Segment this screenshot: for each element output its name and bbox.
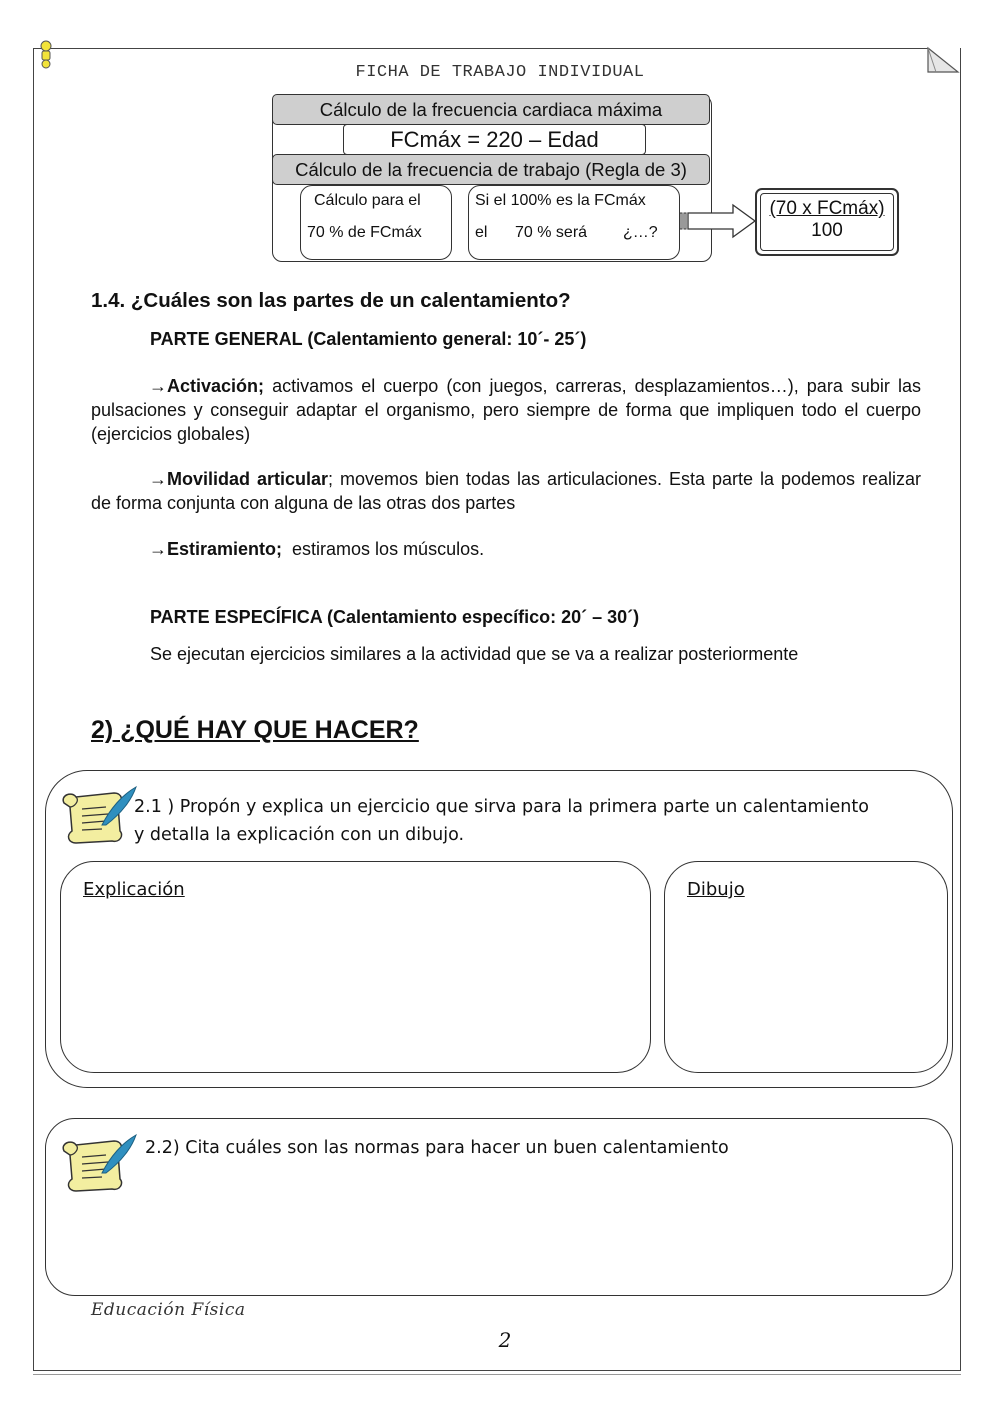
explanation-label: Explicación xyxy=(83,879,185,900)
max-heart-rate-formula: FCmáx = 220 – Edad xyxy=(343,124,646,155)
page-number: 2 xyxy=(498,1328,512,1352)
stretching-arrow: → xyxy=(149,539,167,559)
rule-of-three-cell xyxy=(468,185,680,260)
activation-label: Activación; xyxy=(167,376,265,396)
general-part-title: PARTE GENERAL (Calentamiento general: 10´- 25´) xyxy=(150,329,587,349)
mobility-paragraph xyxy=(91,467,921,515)
work-rate-heading: Cálculo de la frecuencia de trabajo (Regla de 3) xyxy=(272,154,710,185)
calculation-line1: Cálculo para el xyxy=(314,192,421,209)
activation-paragraph xyxy=(91,374,921,446)
stretching-text: estiramos los músculos. xyxy=(282,539,485,559)
section-1-4-title: 1.4. ¿Cuáles son las partes de un calentamiento? xyxy=(91,289,571,312)
activity-2-1-line1: 2.1 ) Propón y explica un ejercicio que sirva para la primera parte un calentamiento xyxy=(134,797,869,817)
worksheet-header: FICHA DE TRABAJO INDIVIDUAL xyxy=(355,63,645,82)
specific-part-text: Se ejecutan ejercicios similares a la actividad que se va a realizar posteriormente xyxy=(150,644,799,664)
result-numerator: (70 x FCmáx) xyxy=(769,198,885,219)
page-bottom-shadow-line xyxy=(33,1374,961,1375)
result-fraction-box xyxy=(755,188,899,256)
activation-arrow: → xyxy=(149,376,167,396)
arrow-right-icon xyxy=(679,203,757,239)
rule-line2-a: el xyxy=(475,224,488,241)
activation-text: activamos el cuerpo (con juegos, carreras, desplazamientos…), para subir las pulsaciones y conseguir adaptar el organismo, pero siempre de forma que impliquen todo el cuerpo (ejercicios globales) xyxy=(91,376,921,444)
mobility-label: Movilidad articular xyxy=(167,469,329,489)
scroll-quill-icon xyxy=(58,1133,138,1193)
result-denominator: 100 xyxy=(811,220,843,241)
mobility-text: ; movemos bien todas las articulaciones. Esta parte la podemos realizar de forma conjunta con alguna de las otras dos partes xyxy=(91,469,921,513)
max-heart-rate-heading: Cálculo de la frecuencia cardiaca máxima xyxy=(272,94,710,125)
rule-line1: Si el 100% es la FCmáx xyxy=(475,192,646,209)
mobility-arrow: → xyxy=(149,469,167,489)
rule-line2-b: 70 % será xyxy=(515,224,588,241)
stretching-paragraph xyxy=(91,537,921,561)
drawing-label: Dibujo xyxy=(687,879,745,900)
calculation-line2: 70 % de FCmáx xyxy=(307,224,422,241)
section-2-title: 2) ¿QUÉ HAY QUE HACER? xyxy=(91,716,419,744)
stretching-label: Estiramiento; xyxy=(167,539,283,559)
rule-line2-c: ¿…? xyxy=(623,224,658,241)
footer-subject: Educación Física xyxy=(91,1300,246,1320)
activity-2-2-text: 2.2) Cita cuáles son las normas para hacer un buen calentamiento xyxy=(145,1138,729,1158)
specific-part-title: PARTE ESPECÍFICA (Calentamiento específico: 20´ – 30´) xyxy=(150,607,640,627)
calculation-cell xyxy=(300,185,452,260)
scroll-quill-icon xyxy=(58,785,138,845)
activity-2-1-line2: y detalla la explicación con un dibujo. xyxy=(134,825,465,845)
